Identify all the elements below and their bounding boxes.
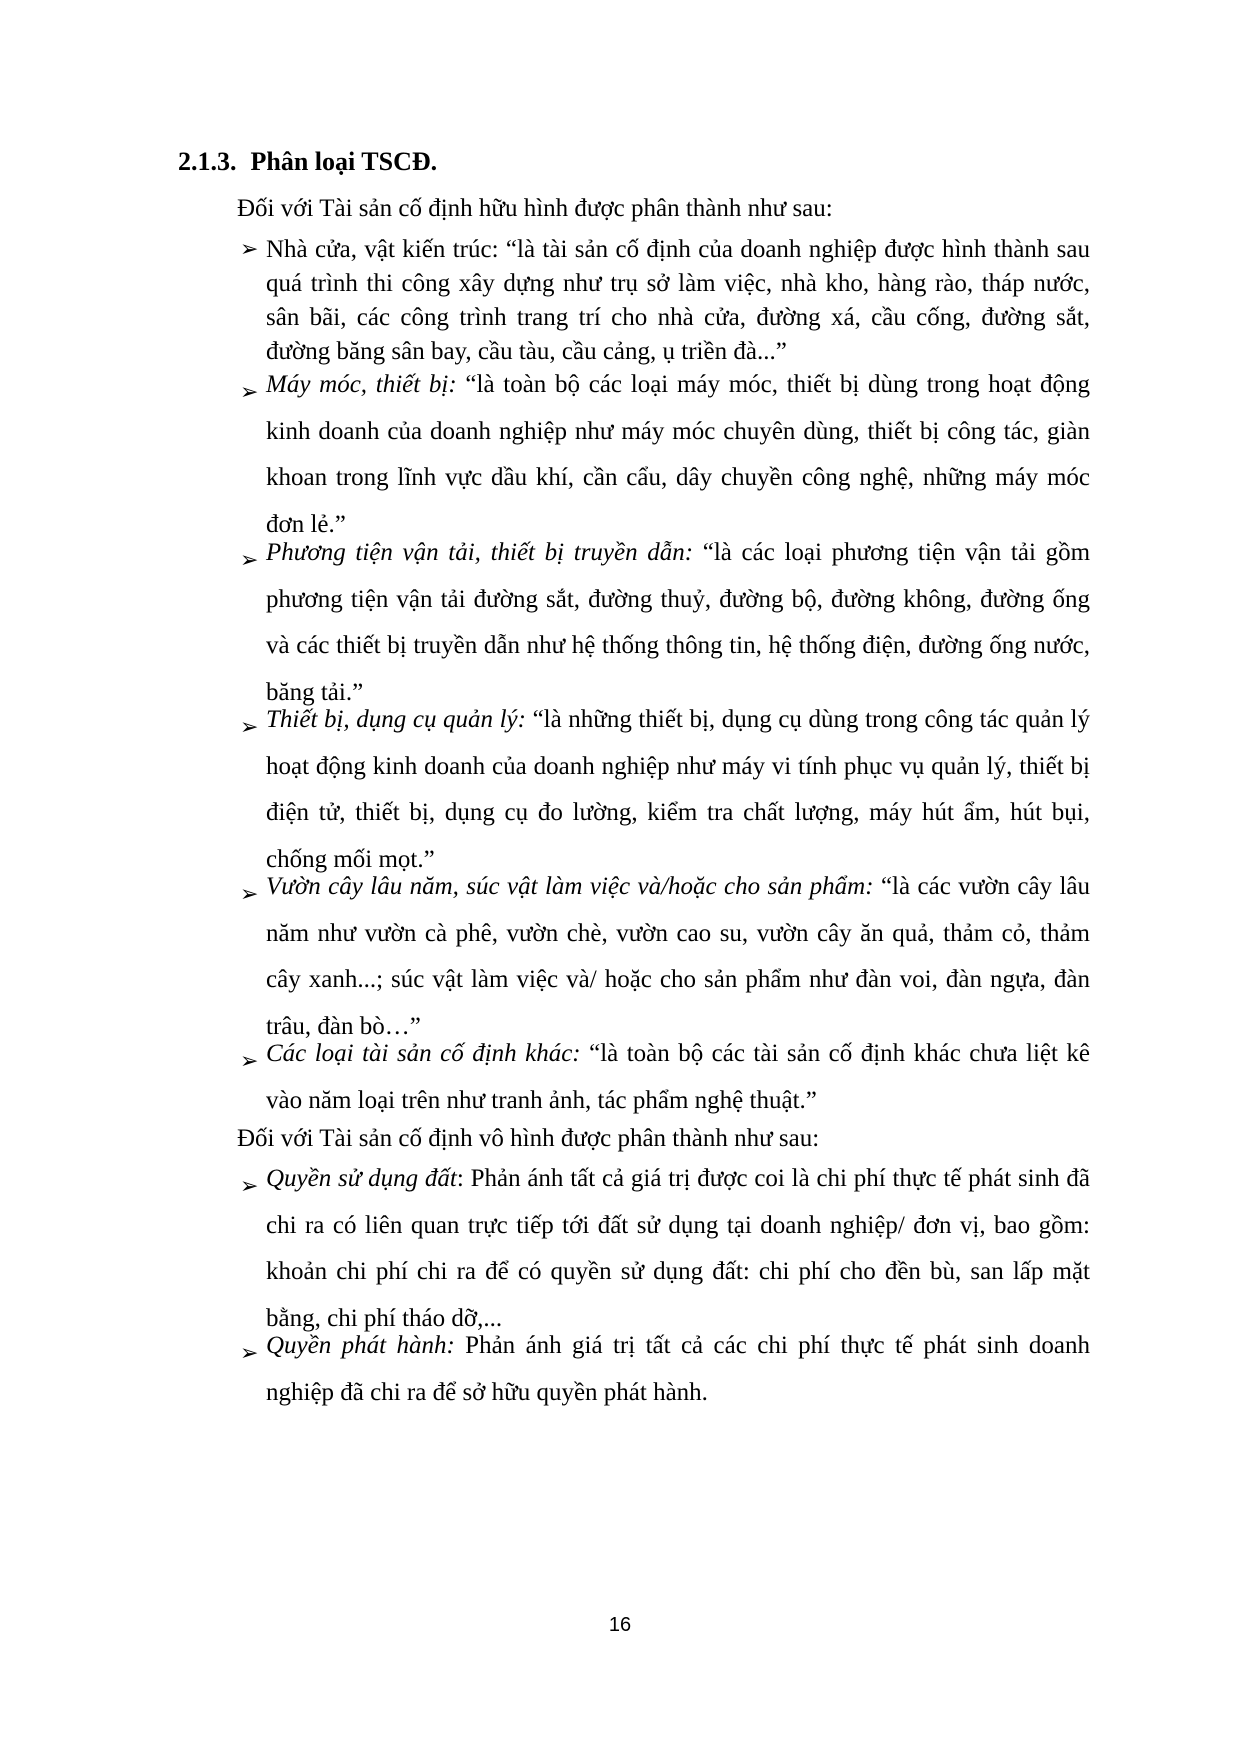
list-item — [240, 1031, 1090, 1124]
arrowhead-bullet-icon: ➢ — [240, 882, 259, 907]
page-number: 16 — [608, 1614, 632, 1636]
arrowhead-bullet-icon: ➢ — [240, 1174, 259, 1199]
arrowhead-bullet-icon: ➢ — [240, 715, 259, 740]
arrowhead-bullet-icon: ➢ — [240, 548, 259, 573]
item-label: Vườn cây lâu năm, súc vật làm việc và/hoặc cho sản phẩm: — [266, 873, 874, 900]
item-label: Máy móc, thiết bị: — [266, 371, 457, 398]
item-text: “là các vườn cây lâu năm như vườn cà phê, vườn chè, vườn cao su, vườn cây ăn quả, thảm cỏ, thảm cây xanh...; súc vật làm việc và/ hoặc cho sản phẩm như đàn voi, đàn ngựa, đàn trâu, đàn bò…” — [266, 873, 1091, 1040]
item-label: Quyền sử dụng đất — [266, 1165, 457, 1192]
arrowhead-bullet-icon: ➢ — [240, 1049, 259, 1074]
list-item — [240, 1323, 1090, 1416]
item-text: “là những thiết bị, dụng cụ dùng trong công tác quản lý hoạt động kinh doanh của doanh nghiệp như máy vi tính phục vụ quản lý, thiết bị điện tử, thiết bị, dụng cụ đo lường, kiểm tra chất lượng, máy hút ẩm, hút bụi, chống mối mọt.” — [266, 706, 1090, 873]
item-text: Phản ánh giá trị tất cả các chi phí thực tế phát sinh doanh nghiệp đã chi ra để sở hữu quyền phát hành. — [266, 1332, 1090, 1406]
list-item — [240, 864, 1090, 1050]
item-label: Các loại tài sản cố định khác: — [266, 1040, 581, 1067]
list-item — [240, 697, 1090, 883]
section-number: 2.1.3. — [178, 147, 237, 176]
intangible-intro: Đối với Tài sản cố định vô hình được phân thành như sau: — [237, 1125, 820, 1152]
section-title: Phân loại TSCĐ. — [250, 147, 438, 176]
item-label: Quyền phát hành: — [266, 1332, 455, 1359]
list-item — [240, 530, 1090, 716]
item-text: “là toàn bộ các tài sản cố định khác chưa liệt kê vào năm loại trên như tranh ảnh, tác phẩm nghệ thuật.” — [266, 1040, 1091, 1114]
arrowhead-bullet-icon: ➢ — [240, 380, 259, 405]
tangible-intro: Đối với Tài sản cố định hữu hình được phân thành như sau: — [237, 195, 833, 222]
item-label: Thiết bị, dụng cụ quản lý: — [266, 706, 526, 733]
arrowhead-bullet-icon: ➢ — [240, 237, 259, 262]
arrowhead-bullet-icon: ➢ — [240, 1341, 259, 1366]
section-heading — [178, 144, 437, 180]
item-text: “là các loại phương tiện vận tải gồm phương tiện vận tải đường sắt, đường thuỷ, đường bộ, đường không, đường ống và các thiết bị truyền dẫn như hệ thống thông tin, hệ thống điện, đường ống nước, băng tải.” — [266, 539, 1091, 706]
item-text: Nhà cửa, vật kiến trúc: “là tài sản cố định của doanh nghiệp được hình thành sau quá trình thi công xây dựng như trụ sở làm việc, nhà kho, hàng rào, tháp nước, sân bãi, các công trình trang trí cho nhà cửa, đường xá, cầu cống, đường sắt, đường băng sân bay, cầu tàu, cầu cảng, ụ triền đà...” — [266, 236, 1090, 365]
item-text: “là toàn bộ các loại máy móc, thiết bị dùng trong hoạt động kinh doanh của doanh nghiệp như máy móc chuyên dùng, thiết bị công tác, giàn khoan trong lĩnh vực dầu khí, cần cẩu, dây chuyền công nghệ, những máy móc đơn lẻ.” — [266, 371, 1091, 538]
list-item — [240, 362, 1090, 548]
item-text: : Phản ánh tất cả giá trị được coi là chi phí thực tế phát sinh đã chi ra có liên quan trực tiếp tới đất sử dụng tại doanh nghiệp/ đơn vị, bao gồm: khoản chi phí chi ra để có quyền sử dụng đất: chi phí cho đền bù, san lấp mặt bằng, chi phí tháo dỡ,... — [266, 1165, 1090, 1332]
item-label: Phương tiện vận tải, thiết bị truyền dẫn: — [266, 539, 694, 566]
list-item — [240, 233, 1090, 369]
list-item — [240, 1156, 1090, 1342]
